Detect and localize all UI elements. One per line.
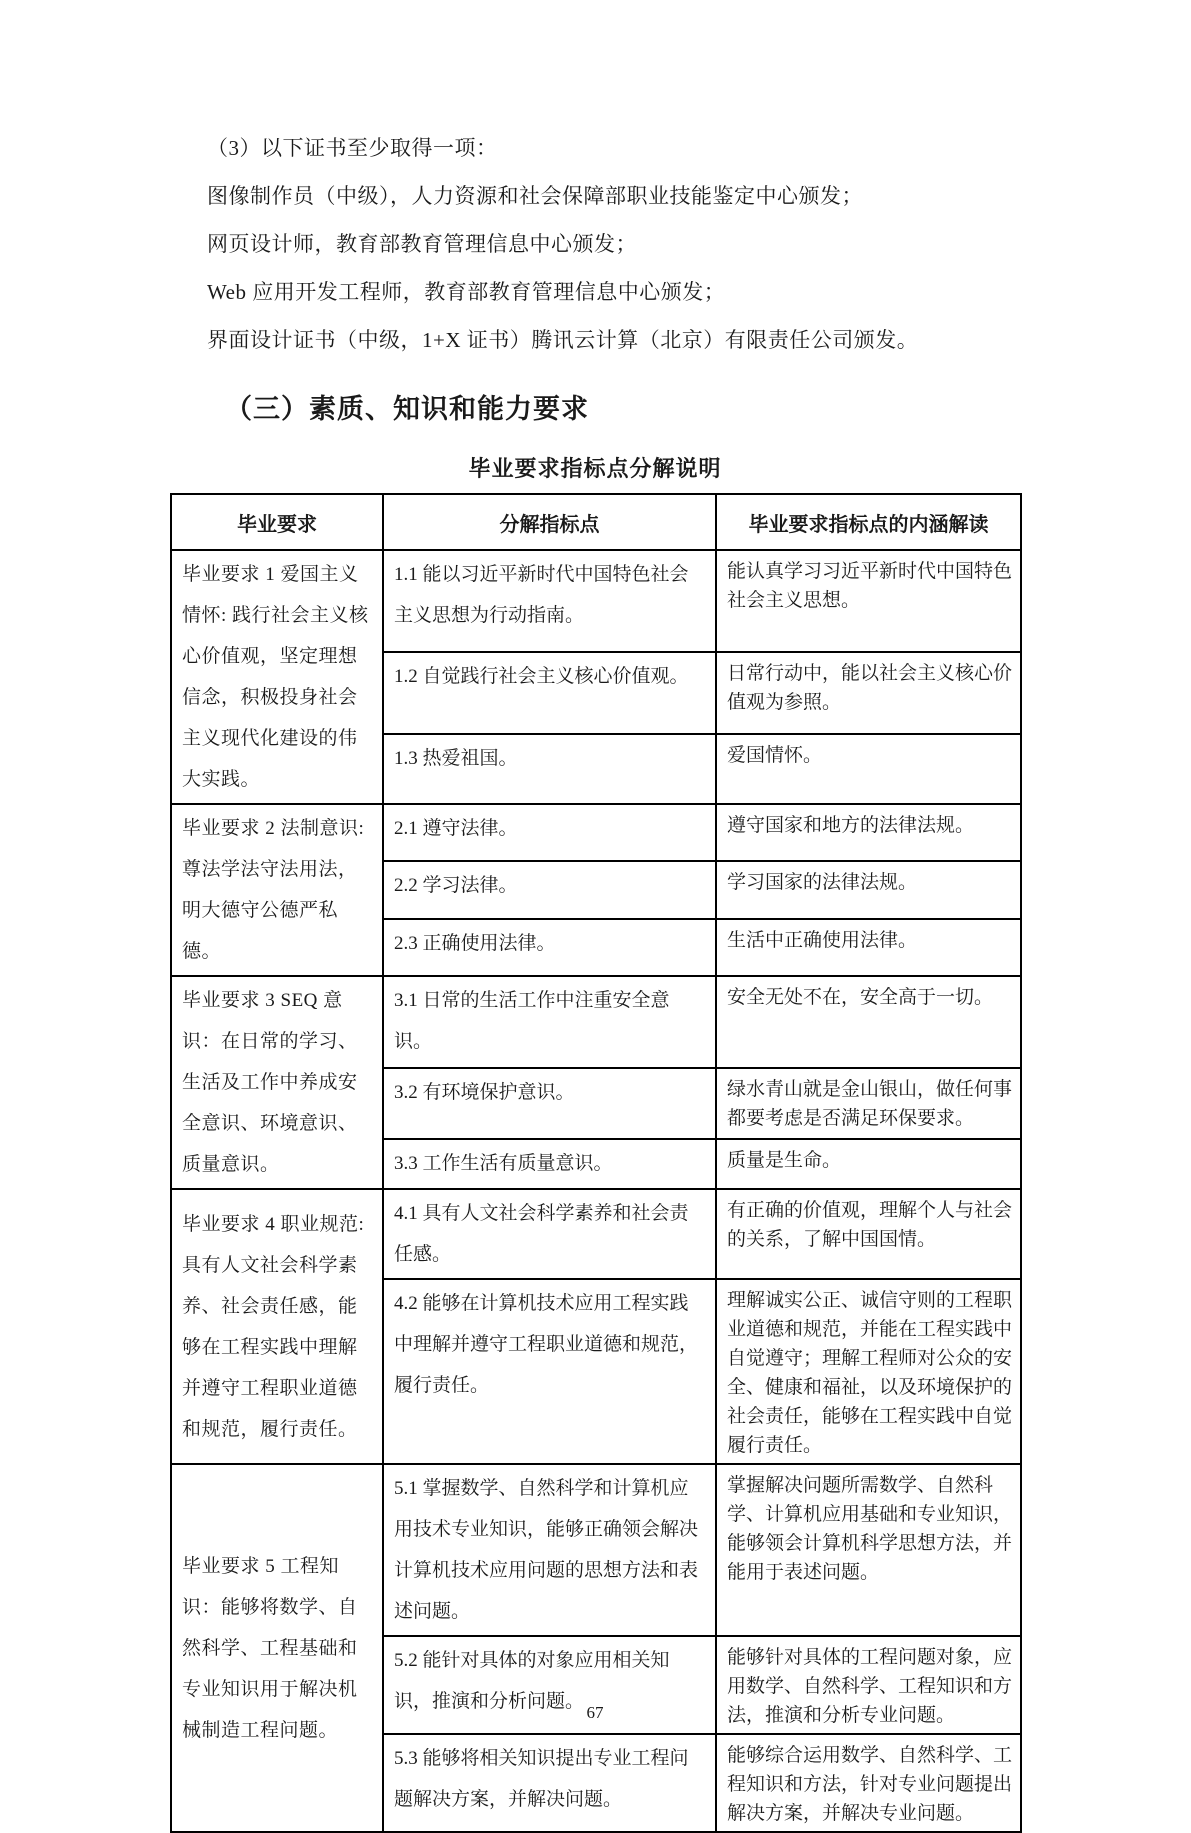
cell-indicator-5-1: 5.1 掌握数学、自然科学和计算机应用技术专业知识，能够正确领会解决计算机技术应用问题的思想方法和表述问题。 xyxy=(383,1464,716,1636)
cell-requirement-3: 毕业要求 3 SEQ 意识：在日常的学习、生活及工作中养成安全意识、环境意识、质量意识。 xyxy=(171,976,383,1189)
cell-requirement-5: 毕业要求 5 工程知识：能够将数学、自然科学、工程基础和专业知识用于解决机械制造工程问题。 xyxy=(171,1464,383,1832)
cell-indicator-2-2: 2.2 学习法律。 xyxy=(383,861,716,918)
table-row xyxy=(171,976,1021,1068)
cell-interpretation-5-3: 能够综合运用数学、自然科学、工程知识和方法，针对专业问题提出解决方案，并解决专业问题。 xyxy=(716,1734,1021,1832)
cell-indicator-1-1: 1.1 能以习近平新时代中国特色社会主义思想为行动指南。 xyxy=(383,550,716,652)
table-title: 毕业要求指标点分解说明 xyxy=(468,456,722,481)
cell-interpretation-1-1: 能认真学习习近平新时代中国特色社会主义思想。 xyxy=(716,550,1021,652)
cell-requirement-4: 毕业要求 4 职业规范: 具有人文社会科学素养、社会责任感，能够在工程实践中理解并遵守工程职业道德和规范，履行责任。 xyxy=(171,1189,383,1464)
table-header-row xyxy=(171,494,1021,550)
cell-interpretation-4-1: 有正确的价值观，理解个人与社会的关系，了解中国国情。 xyxy=(716,1189,1021,1279)
table-row xyxy=(171,804,1021,861)
cell-indicator-3-2: 3.2 有环境保护意识。 xyxy=(383,1068,716,1139)
intro-line: Web 应用开发工程师，教育部教育管理信息中心颁发； xyxy=(207,280,726,304)
cell-indicator-3-3: 3.3 工作生活有质量意识。 xyxy=(383,1139,716,1189)
cell-interpretation-1-2: 日常行动中，能以社会主义核心价值观为参照。 xyxy=(716,652,1021,734)
cell-indicator-2-3: 2.3 正确使用法律。 xyxy=(383,919,716,976)
cell-interpretation-5-1: 掌握解决问题所需数学、自然科学、计算机应用基础和专业知识，能够领会计算机科学思想方法，并能用于表述问题。 xyxy=(716,1464,1021,1636)
intro-line: 网页设计师，教育部教育管理信息中心颁发； xyxy=(207,232,637,256)
intro-line: 界面设计证书（中级，1+X 证书）腾讯云计算（北京）有限责任公司颁发。 xyxy=(207,328,919,352)
cell-indicator-5-2: 5.2 能针对具体的对象应用相关知识，推演和分析问题。 xyxy=(383,1636,716,1734)
cell-interpretation-5-2: 能够针对具体的工程问题对象，应用数学、自然科学、工程知识和方法，推演和分析专业问题。 xyxy=(716,1636,1021,1734)
header-requirement: 毕业要求 xyxy=(171,494,383,550)
table-row xyxy=(171,1189,1021,1279)
cell-interpretation-3-1: 安全无处不在，安全高于一切。 xyxy=(716,976,1021,1068)
cell-indicator-1-2: 1.2 自觉践行社会主义核心价值观。 xyxy=(383,652,716,734)
requirements-table-section xyxy=(170,452,1020,1833)
cell-indicator-5-3: 5.3 能够将相关知识提出专业工程问题解决方案，并解决问题。 xyxy=(383,1734,716,1832)
cell-indicator-3-1: 3.1 日常的生活工作中注重安全意识。 xyxy=(383,976,716,1068)
certificate-requirements-paragraphs xyxy=(207,132,1041,357)
cell-interpretation-2-1: 遵守国家和地方的法律法规。 xyxy=(716,804,1021,861)
intro-line: （3）以下证书至少取得一项： xyxy=(207,136,498,160)
page-number: 67 xyxy=(586,1703,604,1722)
cell-interpretation-3-3: 质量是生命。 xyxy=(716,1139,1021,1189)
graduation-requirements-table xyxy=(170,493,1022,1833)
cell-interpretation-2-3: 生活中正确使用法律。 xyxy=(716,919,1021,976)
cell-indicator-4-2: 4.2 能够在计算机技术应用工程实践中理解并遵守工程职业道德和规范，履行责任。 xyxy=(383,1279,716,1464)
intro-line: 图像制作员（中级），人力资源和社会保障部职业技能鉴定中心颁发； xyxy=(207,184,863,208)
cell-requirement-1: 毕业要求 1 爱国主义情怀: 践行社会主义核心价值观，坚定理想信念，积极投身社会主义现代化建设的伟大实践。 xyxy=(171,550,383,804)
cell-interpretation-1-3: 爱国情怀。 xyxy=(716,734,1021,804)
cell-requirement-2: 毕业要求 2 法制意识: 尊法学法守法用法，明大德守公德严私德。 xyxy=(171,804,383,976)
cell-interpretation-2-2: 学习国家的法律法规。 xyxy=(716,861,1021,918)
section-heading: （三）素质、知识和能力要求 xyxy=(225,394,589,424)
header-indicator: 分解指标点 xyxy=(383,494,716,550)
cell-interpretation-3-2: 绿水青山就是金山银山，做任何事都要考虑是否满足环保要求。 xyxy=(716,1068,1021,1139)
cell-indicator-1-3: 1.3 热爱祖国。 xyxy=(383,734,716,804)
header-interpretation: 毕业要求指标点的内涵解读 xyxy=(716,494,1021,550)
cell-interpretation-4-2: 理解诚实公正、诚信守则的工程职业道德和规范，并能在工程实践中自觉遵守；理解工程师对公众的安全、健康和福祉，以及环境保护的社会责任，能够在工程实践中自觉履行责任。 xyxy=(716,1279,1021,1464)
cell-indicator-2-1: 2.1 遵守法律。 xyxy=(383,804,716,861)
table-row xyxy=(171,1464,1021,1636)
table-row xyxy=(171,550,1021,652)
cell-indicator-4-1: 4.1 具有人文社会科学素养和社会责任感。 xyxy=(383,1189,716,1279)
